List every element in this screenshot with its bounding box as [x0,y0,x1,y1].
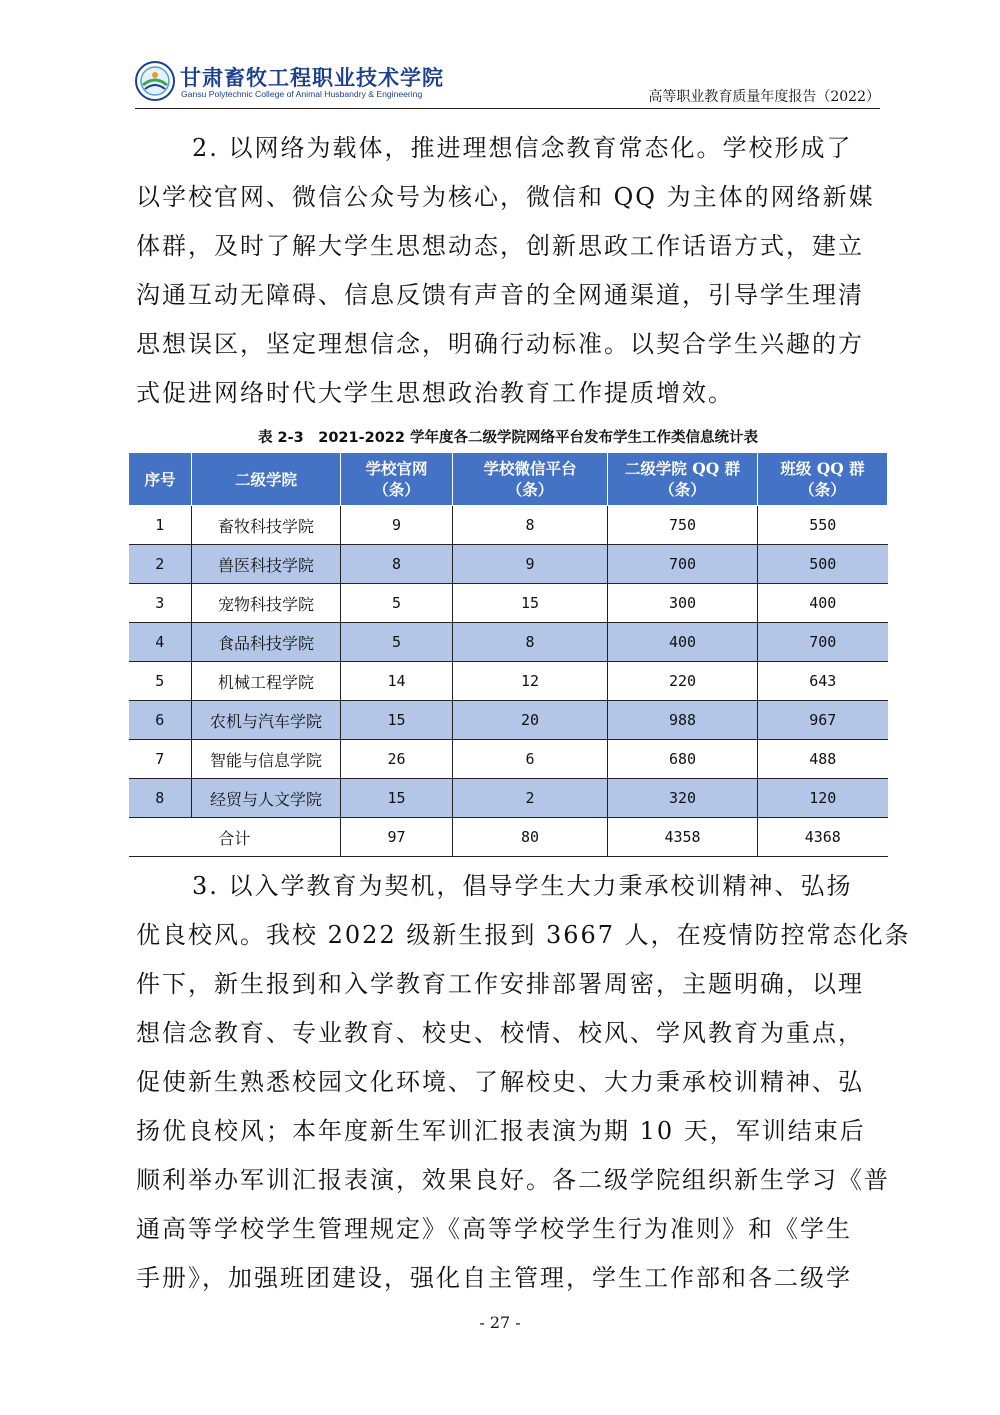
paragraph-line: 想信念教育、专业教育、校史、校情、校风、学风教育为重点， [136,1019,864,1047]
cell-college: 智能与信息学院 [192,740,341,779]
cell-class-qq: 500 [758,545,888,584]
cell-college-qq: 320 [608,779,758,818]
table-row [129,623,888,662]
cell-total-label: 合计 [129,818,341,857]
paragraph-network-education [136,124,882,418]
table-row [129,545,888,584]
paragraph-enrollment-education [136,862,911,1303]
paragraph-line: 以学校官网、微信公众号为核心，微信和 QQ 为主体的网络新媒 [136,183,875,211]
cell-total-college-qq: 4358 [608,818,758,857]
cell-college: 食品科技学院 [192,623,341,662]
cell-college: 经贸与人文学院 [192,779,341,818]
cell-college: 农机与汽车学院 [192,701,341,740]
cell-no: 6 [129,701,192,740]
school-emblem-icon [135,61,175,101]
table-row [129,662,888,701]
cell-class-qq: 120 [758,779,888,818]
cell-no: 2 [129,545,192,584]
cell-website: 5 [341,584,453,623]
cell-no: 3 [129,584,192,623]
cell-website: 8 [341,545,453,584]
paragraph-line: 体群，及时了解大学生思想动态，创新思政工作话语方式，建立 [136,232,864,260]
cell-website: 26 [341,740,453,779]
column-header-no: 序号 [129,453,192,506]
paragraph-line: 促使新生熟悉校园文化环境、了解校史、大力秉承校训精神、弘 [136,1068,864,1096]
cell-college-qq: 988 [608,701,758,740]
cell-wechat: 15 [453,584,608,623]
school-name: 甘肃畜牧工程职业技术学院 [180,66,444,90]
cell-class-qq: 488 [758,740,888,779]
cell-website: 15 [341,779,453,818]
cell-wechat: 9 [453,545,608,584]
cell-wechat: 8 [453,506,608,545]
table-header-row [129,453,888,506]
table-total-row [129,818,888,857]
cell-class-qq: 550 [758,506,888,545]
paragraph-line: 顺利举办军训汇报表演，效果良好。各二级学院组织新生学习《普 [136,1166,890,1194]
cell-website: 15 [341,701,453,740]
column-header-college: 二级学院 [192,453,341,506]
cell-wechat: 20 [453,701,608,740]
cell-class-qq: 700 [758,623,888,662]
cell-no: 8 [129,779,192,818]
cell-wechat: 6 [453,740,608,779]
cell-class-qq: 643 [758,662,888,701]
cell-website: 9 [341,506,453,545]
page-header [135,55,880,110]
school-name-english: Gansu Polytechnic College of Animal Husbandry & Engineering [181,89,423,99]
page-number: - 27 - [479,1313,521,1332]
cell-class-qq: 400 [758,584,888,623]
column-header-class-qq: 班级 QQ 群 （条） [758,453,888,506]
table-row [129,740,888,779]
cell-college-qq: 220 [608,662,758,701]
cell-college: 兽医科技学院 [192,545,341,584]
paragraph-line: 通高等学校学生管理规定》《高等学校学生行为准则》和《学生 [136,1215,852,1243]
paragraph-line: 沟通互动无障碍、信息反馈有声音的全网通渠道，引导学生理清 [136,281,864,309]
report-title: 高等职业教育质量年度报告（2022） [648,89,880,105]
cell-college-qq: 300 [608,584,758,623]
cell-no: 7 [129,740,192,779]
cell-website: 5 [341,623,453,662]
cell-wechat: 12 [453,662,608,701]
cell-no: 4 [129,623,192,662]
paragraph-line: 扬优良校风；本年度新生军训汇报表演为期 10 天，军训结束后 [136,1117,866,1145]
cell-class-qq: 967 [758,701,888,740]
table-row [129,506,888,545]
column-header-website: 学校官网 （条） [341,453,453,506]
paragraph-line: 式促进网络时代大学生思想政治教育工作提质增效。 [136,379,734,407]
paragraph-line: 手册》，加强班团建设，强化自主管理，学生工作部和各二级学 [136,1264,852,1292]
header-divider [135,108,880,109]
paragraph-line: 2. 以网络为载体，推进理想信念教育常态化。学校形成了 [192,134,853,162]
paragraph-line: 思想误区，坚定理想信念，明确行动标准。以契合学生兴趣的方 [136,330,864,358]
column-header-college-qq: 二级学院 QQ 群 （条） [608,453,758,506]
cell-college: 畜牧科技学院 [192,506,341,545]
cell-college-qq: 400 [608,623,758,662]
table-caption: 表 2-3 2021-2022 学年度各二级学院网络平台发布学生工作类信息统计表 [257,430,759,446]
cell-wechat: 2 [453,779,608,818]
column-header-wechat: 学校微信平台 （条） [453,453,608,506]
cell-total-website: 97 [341,818,453,857]
cell-total-class-qq: 4368 [758,818,888,857]
cell-college-qq: 700 [608,545,758,584]
paragraph-line: 3. 以入学教育为契机，倡导学生大力秉承校训精神、弘扬 [192,872,853,900]
paragraph-line: 优良校风。我校 2022 级新生报到 3667 人，在疫情防控常态化条 [136,921,911,949]
cell-wechat: 8 [453,623,608,662]
cell-no: 5 [129,662,192,701]
statistics-table [128,452,888,857]
table-row [129,779,888,818]
cell-college: 机械工程学院 [192,662,341,701]
cell-college-qq: 680 [608,740,758,779]
table-row [129,584,888,623]
paragraph-line: 件下，新生报到和入学教育工作安排部署周密，主题明确，以理 [136,970,864,998]
cell-total-wechat: 80 [453,818,608,857]
cell-college: 宠物科技学院 [192,584,341,623]
cell-college-qq: 750 [608,506,758,545]
table-row [129,701,888,740]
cell-no: 1 [129,506,192,545]
cell-website: 14 [341,662,453,701]
